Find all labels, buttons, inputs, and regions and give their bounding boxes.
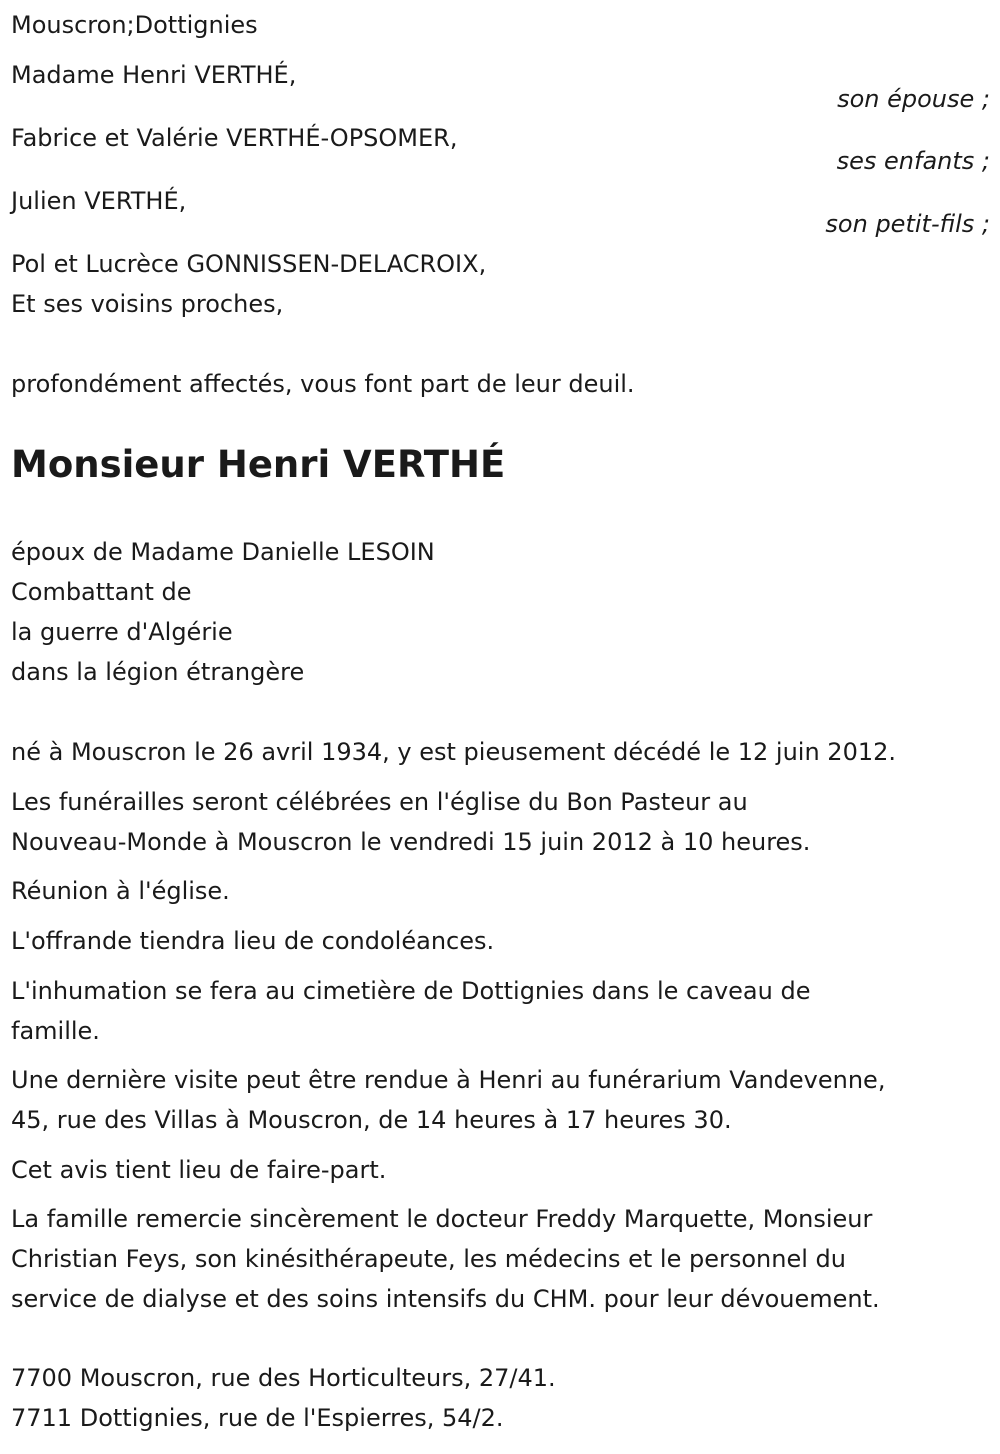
notice-paragraph bbox=[11, 782, 986, 862]
paragraph-line: Christian Feys, son kinésithérapeute, les médecins et le personnel du bbox=[11, 1245, 846, 1273]
address-line: 7700 Mouscron, rue des Horticulteurs, 27/41. bbox=[11, 1364, 556, 1392]
paragraph-line: La famille remercie sincèrement le docteur Freddy Marquette, Monsieur bbox=[11, 1205, 873, 1233]
paragraph-line: famille. bbox=[11, 1017, 100, 1045]
notice-paragraph bbox=[11, 1060, 986, 1140]
family-member-name: Julien VERTHÉ, bbox=[11, 187, 187, 215]
paragraph-line: L'inhumation se fera au cimetière de Dottignies dans le caveau de bbox=[11, 977, 811, 1005]
notice-paragraph bbox=[11, 1150, 986, 1190]
deceased-detail: la guerre d'Algérie bbox=[11, 618, 233, 646]
paragraph-line: 45, rue des Villas à Mouscron, de 14 heures à 17 heures 30. bbox=[11, 1106, 732, 1134]
family-member-name: Fabrice et Valérie VERTHÉ-OPSOMER, bbox=[11, 124, 458, 152]
paragraph-line: service de dialyse et des soins intensifs du CHM. pour leur dévouement. bbox=[11, 1285, 880, 1313]
notice-paragraph bbox=[11, 871, 986, 911]
notice-paragraph bbox=[11, 971, 986, 1051]
notice-paragraph bbox=[11, 732, 986, 772]
family-member-name: Madame Henri VERTHÉ, bbox=[11, 61, 297, 89]
family-member-name: Pol et Lucrèce GONNISSEN-DELACROIX, bbox=[11, 250, 487, 278]
deceased-detail: Combattant de bbox=[11, 578, 192, 606]
deceased-name: Monsieur Henri VERTHÉ bbox=[11, 443, 506, 486]
notice-paragraph bbox=[11, 921, 986, 961]
family-member-role: ses enfants ; bbox=[836, 147, 990, 175]
paragraph-line: L'offrande tiendra lieu de condoléances. bbox=[11, 927, 495, 955]
deceased-detail: époux de Madame Danielle LESOIN bbox=[11, 538, 435, 566]
deceased-detail: dans la légion étrangère bbox=[11, 658, 305, 686]
family-member-role: son épouse ; bbox=[837, 85, 990, 113]
announcement-text: profondément affectés, vous font part de leur deuil. bbox=[11, 370, 635, 398]
paragraph-line: né à Mouscron le 26 avril 1934, y est pieusement décédé le 12 juin 2012. bbox=[11, 738, 897, 766]
paragraph-line: Cet avis tient lieu de faire-part. bbox=[11, 1156, 387, 1184]
address-line: 7711 Dottignies, rue de l'Espierres, 54/2. bbox=[11, 1404, 504, 1432]
paragraph-line: Une dernière visite peut être rendue à Henri au funérarium Vandevenne, bbox=[11, 1066, 886, 1094]
paragraph-line: Réunion à l'église. bbox=[11, 877, 230, 905]
paragraph-line: Nouveau-Monde à Mouscron le vendredi 15 juin 2012 à 10 heures. bbox=[11, 828, 811, 856]
notice-paragraph bbox=[11, 1199, 986, 1319]
header-location: Mouscron;Dottignies bbox=[11, 11, 258, 39]
paragraph-line: Les funérailles seront célébrées en l'église du Bon Pasteur au bbox=[11, 788, 748, 816]
family-member-name: Et ses voisins proches, bbox=[11, 290, 284, 318]
family-member-role: son petit-fils ; bbox=[825, 210, 990, 238]
